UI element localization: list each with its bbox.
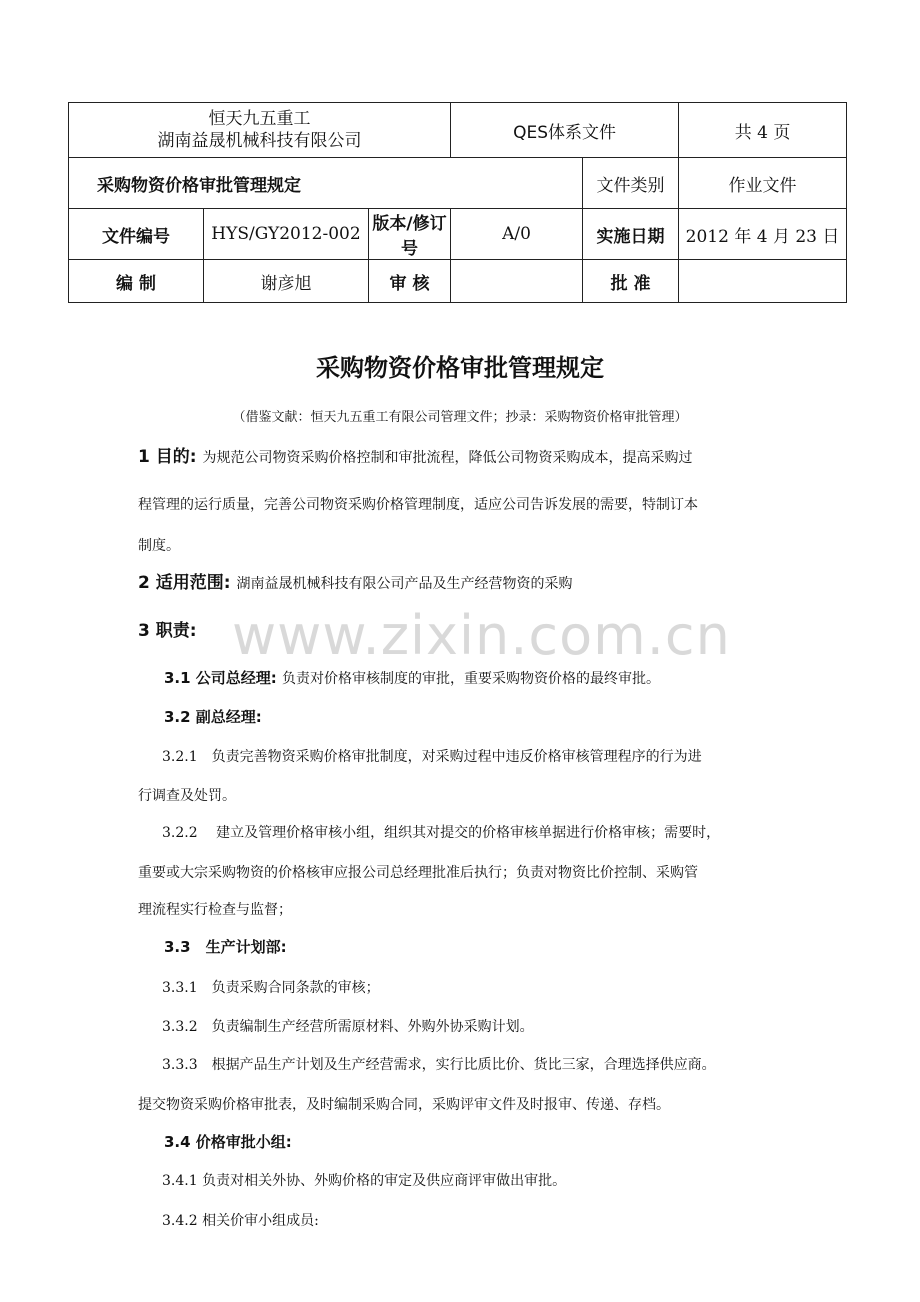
watermark: www.zixin.com.cn (232, 604, 731, 667)
review-value (451, 260, 583, 303)
section-2-text: 湖南益晟机械科技有限公司产品及生产经营物资的采购 (236, 576, 573, 592)
document-title: 采购物资价格审批管理规定 (316, 354, 604, 382)
company-name-line2: 湖南益晟机械科技有限公司 (157, 131, 362, 151)
section-3-3-heading: 3.3 生产计划部: (164, 938, 287, 956)
version-value: A/0 (451, 209, 583, 260)
header-document-title: 采购物资价格审批管理规定 (69, 158, 583, 209)
section-3-2-heading: 3.2 副总经理: (164, 708, 262, 726)
author-value: 谢彦旭 (204, 260, 369, 303)
section-3-1-heading: 3.1 公司总经理: (164, 669, 277, 687)
approve-value (679, 260, 847, 303)
section-3-2-2-line1: 3.2.2 建立及管理价格审核小组，组织其对提交的价格审核单据进行价格审核；需要时， (162, 825, 721, 841)
category-label: 文件类别 (583, 158, 679, 209)
section-3-3-1: 3.3.1 负责采购合同条款的审核； (162, 980, 380, 996)
section-3-heading: 3 职责: (138, 621, 197, 641)
effective-date-label: 实施日期 (583, 209, 679, 260)
section-2-scope (138, 568, 572, 593)
approve-label: 批 准 (583, 260, 679, 303)
section-3-2-1-line2: 行调查及处罚。 (138, 788, 236, 804)
company-name-line1: 恒天九五重工 (208, 109, 311, 129)
section-3-3-2: 3.3.2 负责编制生产经营所需原材料、外购外协采购计划。 (162, 1019, 534, 1035)
section-3-3-3-line2: 提交物资采购价格审批表，及时编制采购合同，采购评审文件及时报审、传递、存档。 (138, 1097, 670, 1113)
review-label: 审 核 (369, 260, 451, 303)
section-1-line2: 程管理的运行质量，完善公司物资采购价格管理制度，适应公司告诉发展的需要，特制订本 (138, 497, 698, 513)
qes-system-label: QES体系文件 (451, 103, 679, 158)
doc-number-value: HYS/GY2012-002 (204, 209, 369, 260)
section-1-line1: 为规范公司物资采购价格控制和审批流程，降低公司物资采购成本，提高采购过 (202, 450, 693, 466)
company-cell (69, 103, 451, 158)
section-3-3-3-line1: 3.3.3 根据产品生产计划及生产经营需求，实行比质比价、货比三家，合理选择供应商。 (162, 1057, 716, 1073)
section-3-4-2: 3.4.2 相关价审小组成员: (162, 1213, 319, 1229)
category-value: 作业文件 (679, 158, 847, 209)
effective-date-value: 2012 年 4 月 23 日 (679, 209, 847, 260)
section-3-1-text: 负责对价格审核制度的审批，重要采购物资价格的最终审批。 (282, 671, 661, 687)
doc-number-label: 文件编号 (69, 209, 204, 260)
section-2-heading: 2 适用范围: (138, 573, 231, 593)
source-note: （借鉴文献：恒天九五重工有限公司管理文件；抄录：采购物资价格审批管理） (232, 410, 688, 425)
section-3-2-1-line1: 3.2.1 负责完善物资采购价格审批制度，对采购过程中违反价格审核管理程序的行为进 (162, 749, 702, 765)
version-label: 版本/修订号 (369, 209, 451, 260)
author-label: 编 制 (69, 260, 204, 303)
section-3-1 (164, 667, 660, 688)
section-1-purpose (138, 442, 692, 467)
section-1-heading: 1 目的: (138, 447, 197, 467)
section-3-2-2-line2: 重要或大宗采购物资的价格核审应报公司总经理批准后执行；负责对物资比价控制、采购管 (138, 865, 698, 881)
document-header-table (68, 102, 847, 303)
page-count: 共 4 页 (679, 103, 847, 158)
section-3-4-1: 3.4.1 负责对相关外协、外购价格的审定及供应商评审做出审批。 (162, 1173, 567, 1189)
section-3-4-heading: 3.4 价格审批小组: (164, 1133, 292, 1151)
section-1-line3: 制度。 (138, 538, 180, 554)
section-3-2-2-line3: 理流程实行检查与监督； (138, 902, 292, 918)
